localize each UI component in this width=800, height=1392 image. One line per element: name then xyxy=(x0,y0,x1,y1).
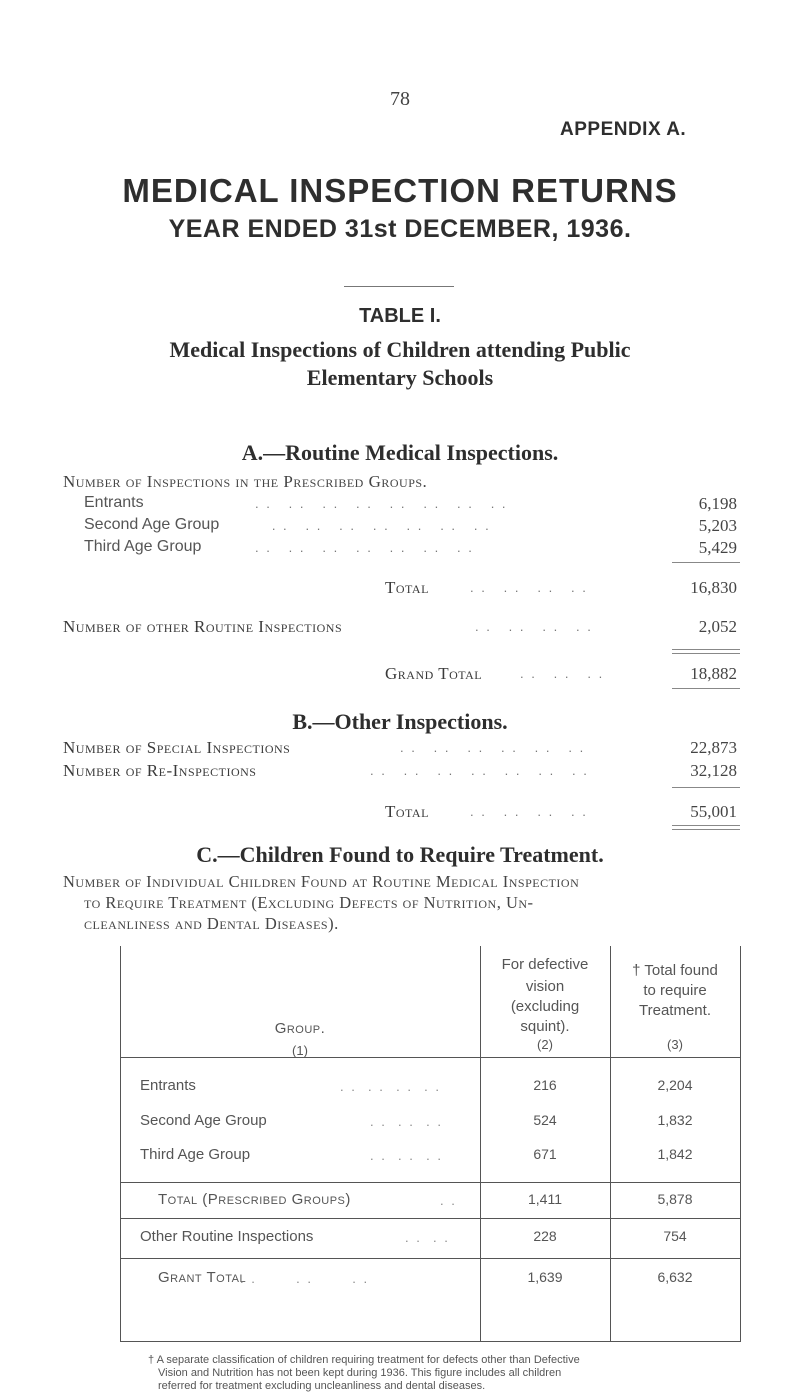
table-row-rule xyxy=(120,1182,740,1183)
total-label: Total xyxy=(385,802,429,821)
leader-dots: . . . . xyxy=(405,1230,450,1245)
other-routine-row xyxy=(0,617,800,639)
table-cell-group: Total (Prescribed Groups) xyxy=(158,1191,351,1208)
leader-dots: . . . . . . . . xyxy=(470,580,588,595)
row-value: 5,429 xyxy=(698,538,737,557)
column-header-total: † Total found xyxy=(632,962,718,979)
table-cell-group: Third Age Group xyxy=(140,1146,251,1163)
section-b-rule xyxy=(672,787,740,788)
table-cell-vision: 216 xyxy=(533,1077,557,1093)
footnote-line1: † A separate classification of children requiring treatment for defects other than Defective xyxy=(148,1354,580,1366)
row-label: Number of Re-Inspections xyxy=(63,761,257,780)
table-cell-total: 2,204 xyxy=(657,1077,693,1093)
page-subtitle: YEAR ENDED 31st DECEMBER, 1936. xyxy=(168,215,632,243)
row-value: 6,198 xyxy=(698,494,737,513)
table-cell-vision: 228 xyxy=(533,1228,557,1244)
table-subtitle-line2: Elementary Schools xyxy=(306,365,494,390)
footnote-line3: referred for treatment excluding uncleanliness and dental diseases. xyxy=(158,1380,486,1392)
title-divider xyxy=(344,286,454,287)
table-cell-total: 6,632 xyxy=(657,1269,693,1285)
section-c-description-line2: to Require Treatment (Excluding Defects of Nutrition, Un- xyxy=(84,893,534,912)
total-label: Total xyxy=(385,578,429,597)
leader-dots: . . . . . . xyxy=(520,666,605,681)
other-routine-value: 2,052 xyxy=(698,617,737,636)
grand-total-label: Grand Total xyxy=(385,664,483,683)
column-header-group: Group. xyxy=(274,1020,326,1037)
total-value: 55,001 xyxy=(690,802,737,821)
section-b-row xyxy=(0,761,800,783)
section-a-row xyxy=(0,516,800,538)
grand-total-rule-bottom xyxy=(672,688,740,689)
column-header-total: Treatment. xyxy=(639,1002,711,1019)
section-c-description-line1: Number of Individual Children Found at Routine Medical Inspection xyxy=(63,872,580,891)
table-cell-group: Grant Total xyxy=(158,1269,247,1286)
section-b-row xyxy=(0,738,800,760)
section-b-total-row xyxy=(0,802,800,824)
leader-dots: . . . . . . . . . . . . . . xyxy=(255,518,491,533)
leader-dots: . . xyxy=(440,1193,457,1208)
section-b-total-rule-2 xyxy=(672,829,740,830)
table-cell-vision: 524 xyxy=(533,1112,557,1128)
table-cell-group: Second Age Group xyxy=(140,1112,267,1129)
column-header-vision: vision xyxy=(525,978,565,995)
page-title: MEDICAL INSPECTION RETURNS xyxy=(122,172,678,209)
table-border-right xyxy=(740,946,741,1342)
page-number: 78 xyxy=(390,88,410,110)
row-value: 32,128 xyxy=(690,761,737,780)
footnote-line2: Vision and Nutrition has not been kept during 1936. This figure includes all children xyxy=(158,1367,562,1379)
column-number: (2) xyxy=(537,1037,553,1052)
subtotal-rule xyxy=(672,562,740,563)
grand-total-rule-top-2 xyxy=(672,653,740,654)
row-value: 5,203 xyxy=(698,516,737,535)
column-header-total: to require xyxy=(643,982,707,999)
column-header-vision: (excluding xyxy=(510,998,580,1015)
table-cell-total: 1,832 xyxy=(657,1112,693,1128)
grand-total-value: 18,882 xyxy=(690,664,737,683)
table-cell-group: Entrants xyxy=(140,1077,196,1094)
leader-dots: . . . . . . . . . . . . . . xyxy=(370,763,589,778)
column-number: (3) xyxy=(667,1037,683,1052)
column-header-vision: squint). xyxy=(520,1018,570,1035)
section-c-description-line3: cleanliness and Dental Diseases). xyxy=(84,914,339,933)
table-subtitle-line1: Medical Inspections of Children attending Public xyxy=(169,337,631,362)
leader-dots: . . . . . . . . xyxy=(475,619,593,634)
leader-dots: . . . . . . . . . . . . xyxy=(400,740,586,755)
section-a-heading: A.—Routine Medical Inspections. xyxy=(241,440,559,465)
row-label: Third Age Group xyxy=(84,538,202,555)
table-row-rule xyxy=(120,1258,740,1259)
leader-dots: . . . . . . . . xyxy=(340,1079,442,1094)
leader-dots: . . . . . . . . xyxy=(470,804,588,819)
grand-total-rule-top xyxy=(672,649,740,650)
section-a-row xyxy=(0,494,800,516)
table-cell-total: 754 xyxy=(663,1228,687,1244)
table-cell-vision: 671 xyxy=(533,1146,557,1162)
table-bottom-rule xyxy=(120,1341,740,1342)
column-header-vision: For defective xyxy=(501,956,589,973)
row-label: Second Age Group xyxy=(84,516,220,533)
row-label: Entrants xyxy=(84,494,144,511)
leader-dots: . . . . . . xyxy=(370,1114,443,1129)
table-label: TABLE I. xyxy=(359,305,441,327)
grand-total-row xyxy=(0,664,800,686)
section-b-heading: B.—Other Inspections. xyxy=(292,709,508,734)
table-cell-total: 5,878 xyxy=(657,1191,693,1207)
table-cell-group: Other Routine Inspections xyxy=(140,1228,314,1245)
table-row-rule xyxy=(120,1218,740,1219)
total-value: 16,830 xyxy=(690,578,737,597)
other-routine-label: Number of other Routine Inspections xyxy=(63,617,343,636)
leader-dots: . . . . . . xyxy=(370,1148,443,1163)
section-a-row xyxy=(0,538,800,560)
section-a-total-row xyxy=(0,578,800,600)
leader-dots: . . . . . . . . . . . . . . . . xyxy=(255,496,508,511)
row-label: Number of Special Inspections xyxy=(63,738,291,757)
section-b-total-rule xyxy=(672,825,740,826)
table-border-left xyxy=(120,946,121,1342)
table-cell-vision: 1,639 xyxy=(527,1269,563,1285)
leader-dots: . . . . . . . . . . . . . . xyxy=(255,540,474,555)
section-c-heading: C.—Children Found to Require Treatment. xyxy=(196,842,604,867)
appendix-label: APPENDIX A. xyxy=(560,119,687,140)
column-number: (1) xyxy=(292,1043,308,1058)
table-cell-total: 1,842 xyxy=(657,1146,693,1162)
table-cell-vision: 1,411 xyxy=(528,1191,562,1207)
leader-dots: . . . . . . xyxy=(240,1271,370,1286)
row-value: 22,873 xyxy=(690,738,737,757)
section-a-subheading: Number of Inspections in the Prescribed Groups. xyxy=(63,472,428,491)
